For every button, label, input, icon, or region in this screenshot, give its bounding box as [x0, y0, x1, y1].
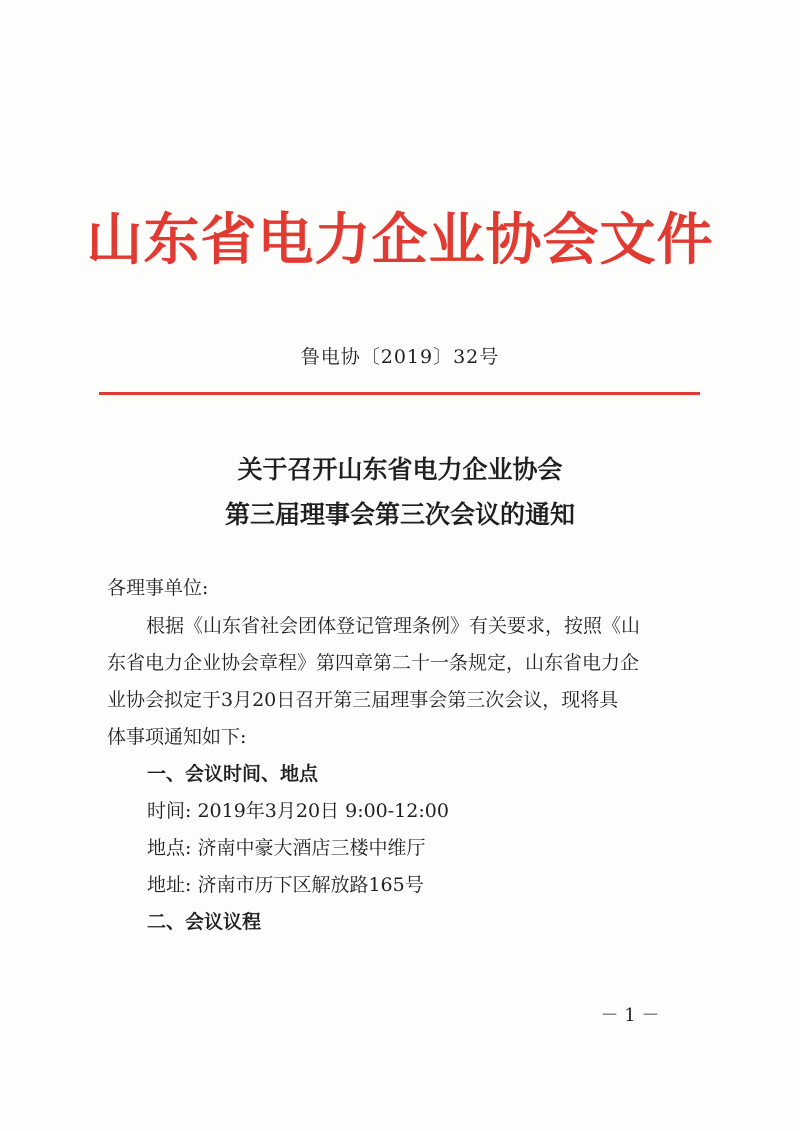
- intro-line-3: 业协会拟定于3月20日召开第三届理事会第三次会议，现将具: [107, 689, 619, 711]
- document-number: 鲁电协〔2019〕32号: [300, 346, 500, 368]
- intro-line-1: 根据《山东省社会团体登记管理条例》有关要求，按照《山: [146, 615, 641, 637]
- meeting-place: 地点: 济南中豪大酒店三楼中维厅: [147, 837, 426, 859]
- page-number: － 1 －: [600, 1005, 660, 1026]
- intro-line-4: 体事项通知如下:: [107, 726, 247, 748]
- meeting-time: 时间: 2019年3月20日 9:00-12:00: [147, 800, 449, 822]
- salutation: 各理事单位:: [107, 577, 209, 599]
- intro-line-2: 东省电力企业协会章程》第四章第二十一条规定，山东省电力企: [107, 652, 640, 674]
- meeting-address: 地址: 济南市历下区解放路165号: [147, 874, 424, 896]
- notice-title-line-1: 关于召开山东省电力企业协会: [237, 455, 563, 484]
- section-1-heading: 一、会议时间、地点: [147, 763, 319, 785]
- notice-title-line-2: 第三届理事会第三次会议的通知: [224, 500, 575, 529]
- section-2-heading: 二、会议议程: [147, 911, 262, 933]
- masthead-title: 山东省电力企业协会文件: [86, 208, 714, 273]
- red-divider-line: [99, 392, 700, 395]
